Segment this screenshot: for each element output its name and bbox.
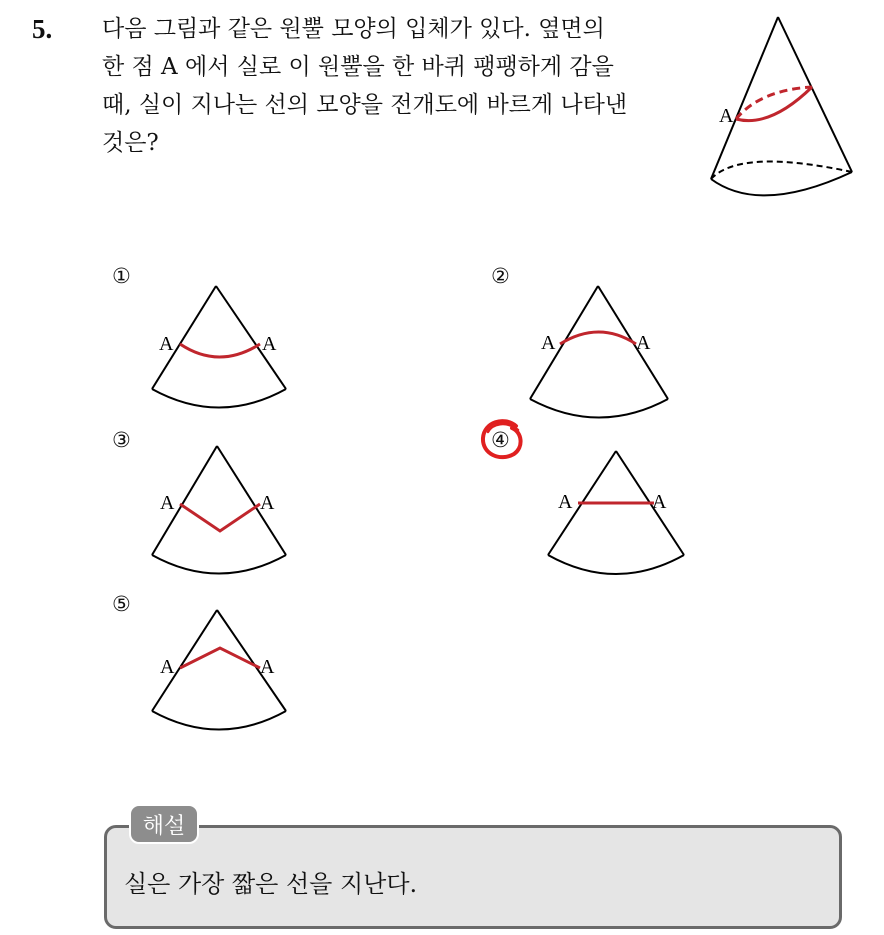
- choice-1-number[interactable]: ①: [112, 264, 131, 288]
- point-label-left: A: [541, 332, 556, 354]
- cone-base-back: [711, 162, 852, 179]
- question-line: 것은?: [102, 130, 159, 156]
- explanation-label: 해설: [129, 804, 199, 844]
- net-arc: [152, 389, 286, 408]
- cone-right-edge: [778, 17, 852, 172]
- choice-1-net[interactable]: [140, 280, 300, 420]
- cone-base-front: [711, 172, 852, 195]
- choice-4-net[interactable]: [540, 445, 700, 585]
- choice-2-number[interactable]: ②: [491, 264, 510, 288]
- net-arc: [548, 555, 684, 574]
- net-arc: [152, 555, 286, 574]
- point-label-left: A: [160, 656, 175, 678]
- point-label-right: A: [262, 333, 277, 355]
- choice-2-net[interactable]: [520, 280, 680, 420]
- net-arc: [530, 399, 668, 418]
- net-arc: [152, 711, 286, 730]
- choice-3-net[interactable]: [140, 440, 300, 580]
- cone-figure: [700, 10, 860, 210]
- thread-path: [560, 332, 636, 344]
- thread-path: [180, 648, 260, 668]
- question-line: 때, 실이 지나는 선의 모양을 전개도에 바르게 나타낸: [102, 92, 628, 118]
- explanation-text: 실은 가장 짧은 선을 지난다.: [124, 870, 418, 898]
- question-line: 다음 그림과 같은 원뿔 모양의 입체가 있다. 옆면의: [102, 16, 605, 42]
- point-label-left: A: [160, 492, 175, 514]
- cone-point-label: A: [719, 105, 734, 127]
- point-label-right: A: [636, 332, 651, 354]
- choice-4-number[interactable]: ④: [491, 428, 510, 452]
- choice-5-number[interactable]: ⑤: [112, 592, 131, 616]
- point-label-left: A: [159, 333, 174, 355]
- point-label-right: A: [260, 656, 275, 678]
- choice-3-number[interactable]: ③: [112, 428, 131, 452]
- question-line: 한 점 A 에서 실로 이 원뿔을 한 바퀴 팽팽하게 감을: [102, 54, 614, 80]
- choice-5-net[interactable]: [140, 604, 300, 744]
- point-label-right: A: [260, 492, 275, 514]
- question-number: 5.: [32, 14, 53, 44]
- point-label-right: A: [652, 491, 667, 513]
- question-text: [102, 10, 702, 162]
- cone-left-edge: [711, 17, 778, 179]
- net-right-edge: [217, 446, 286, 555]
- net-right-edge: [217, 610, 286, 711]
- thread-path: [180, 344, 260, 357]
- thread-path: [180, 504, 260, 531]
- point-label-left: A: [558, 491, 573, 513]
